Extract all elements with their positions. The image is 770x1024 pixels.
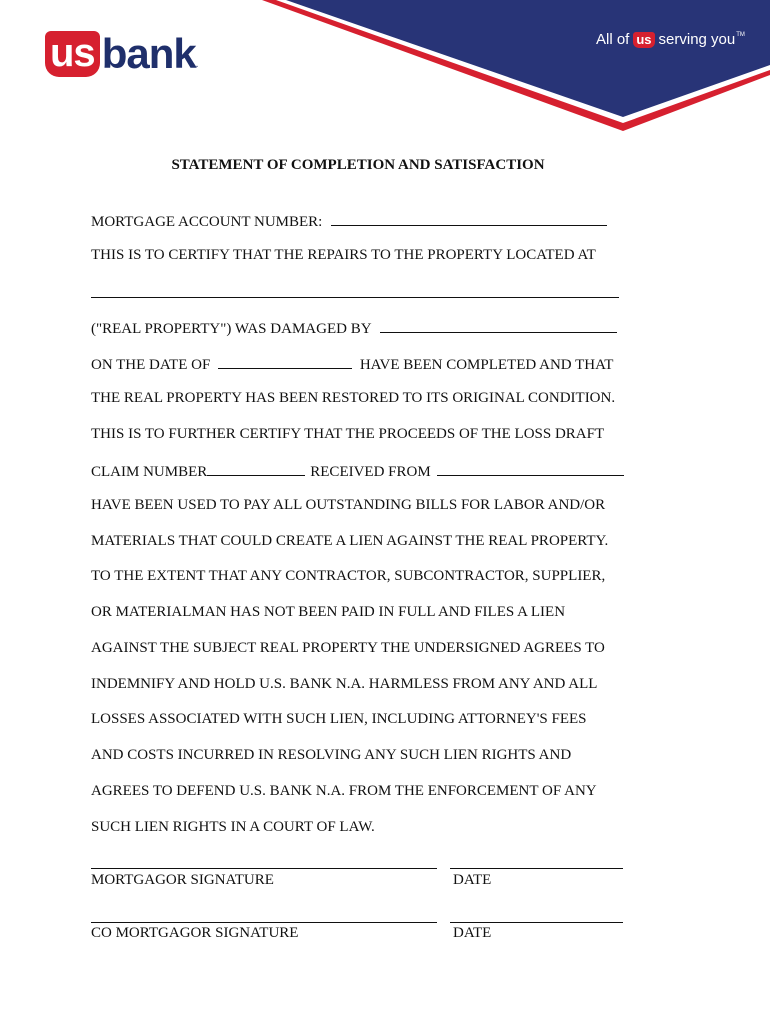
body-line: AGAINST THE SUBJECT REAL PROPERTY THE UNDERSIGNED AGREES TO xyxy=(91,640,605,656)
certify-line: THIS IS TO CERTIFY THAT THE REPAIRS TO THE PROPERTY LOCATED AT xyxy=(91,247,596,263)
body-line: MATERIALS THAT COULD CREATE A LIEN AGAINST THE REAL PROPERTY. xyxy=(91,533,609,549)
tagline-post: serving you xyxy=(658,31,736,48)
tagline-pre: All of xyxy=(596,31,630,48)
tagline-us-badge: us xyxy=(633,32,654,48)
logo-bank-word: bank xyxy=(101,30,196,77)
body-line: OR MATERIALMAN HAS NOT BEEN PAID IN FULL AND FILES A LIEN xyxy=(91,604,566,620)
date-of-line xyxy=(91,354,613,374)
damage-date-field[interactable] xyxy=(218,354,352,369)
mortgagor-date-field[interactable] xyxy=(450,854,623,869)
completed-label: HAVE BEEN COMPLETED AND THAT xyxy=(359,357,614,373)
damaged-by-line xyxy=(91,318,617,338)
usbank-logo xyxy=(45,30,198,78)
body-line: AGREES TO DEFEND U.S. BANK N.A. FROM THE ENFORCEMENT OF ANY xyxy=(91,783,597,799)
received-from-field[interactable] xyxy=(437,461,624,476)
mortgagor-date-label: DATE xyxy=(453,872,492,888)
account-number-label: MORTGAGE ACCOUNT NUMBER: xyxy=(91,214,323,230)
account-number-line xyxy=(91,211,607,231)
co-mortgagor-date-label: DATE xyxy=(453,925,492,941)
mortgagor-signature-label: MORTGAGOR SIGNATURE xyxy=(91,872,274,888)
further-certify-line: THIS IS TO FURTHER CERTIFY THAT THE PROCEEDS OF THE LOSS DRAFT xyxy=(91,426,605,442)
claim-number-label: CLAIM NUMBER xyxy=(91,464,208,480)
body-line: LOSSES ASSOCIATED WITH SUCH LIEN, INCLUDING ATTORNEY'S FEES xyxy=(91,711,587,727)
property-address-field[interactable] xyxy=(91,283,619,298)
tagline xyxy=(596,31,745,48)
co-mortgagor-signature-field[interactable] xyxy=(91,908,437,923)
damaged-by-label: ("REAL PROPERTY") WAS DAMAGED BY xyxy=(91,321,371,337)
tagline-trademark: TM xyxy=(736,31,745,38)
body-line: HAVE BEEN USED TO PAY ALL OUTSTANDING BILLS FOR LABOR AND/OR xyxy=(91,497,606,513)
claim-number-field[interactable] xyxy=(207,461,305,476)
body-line: TO THE EXTENT THAT ANY CONTRACTOR, SUBCONTRACTOR, SUPPLIER, xyxy=(91,568,606,584)
co-mortgagor-date-field[interactable] xyxy=(450,908,623,923)
claim-line xyxy=(91,461,624,481)
damage-cause-field[interactable] xyxy=(380,318,617,333)
body-line: AND COSTS INCURRED IN RESOLVING ANY SUCH LIEN RIGHTS AND xyxy=(91,747,572,763)
document-title: STATEMENT OF COMPLETION AND SATISFACTION xyxy=(171,157,545,173)
date-of-label: ON THE DATE OF xyxy=(91,357,211,373)
mortgagor-signature-field[interactable] xyxy=(91,854,437,869)
account-number-field[interactable] xyxy=(331,211,607,226)
restored-line: THE REAL PROPERTY HAS BEEN RESTORED TO ITS ORIGINAL CONDITION. xyxy=(91,390,616,406)
logo-us-shield: us xyxy=(45,31,100,77)
body-line: SUCH LIEN RIGHTS IN A COURT OF LAW. xyxy=(91,819,375,835)
received-from-label: RECEIVED FROM xyxy=(310,464,431,480)
co-mortgagor-signature-label: CO MORTGAGOR SIGNATURE xyxy=(91,925,299,941)
logo-registered-dot: . xyxy=(195,59,199,70)
body-line: INDEMNIFY AND HOLD U.S. BANK N.A. HARMLESS FROM ANY AND ALL xyxy=(91,676,598,692)
